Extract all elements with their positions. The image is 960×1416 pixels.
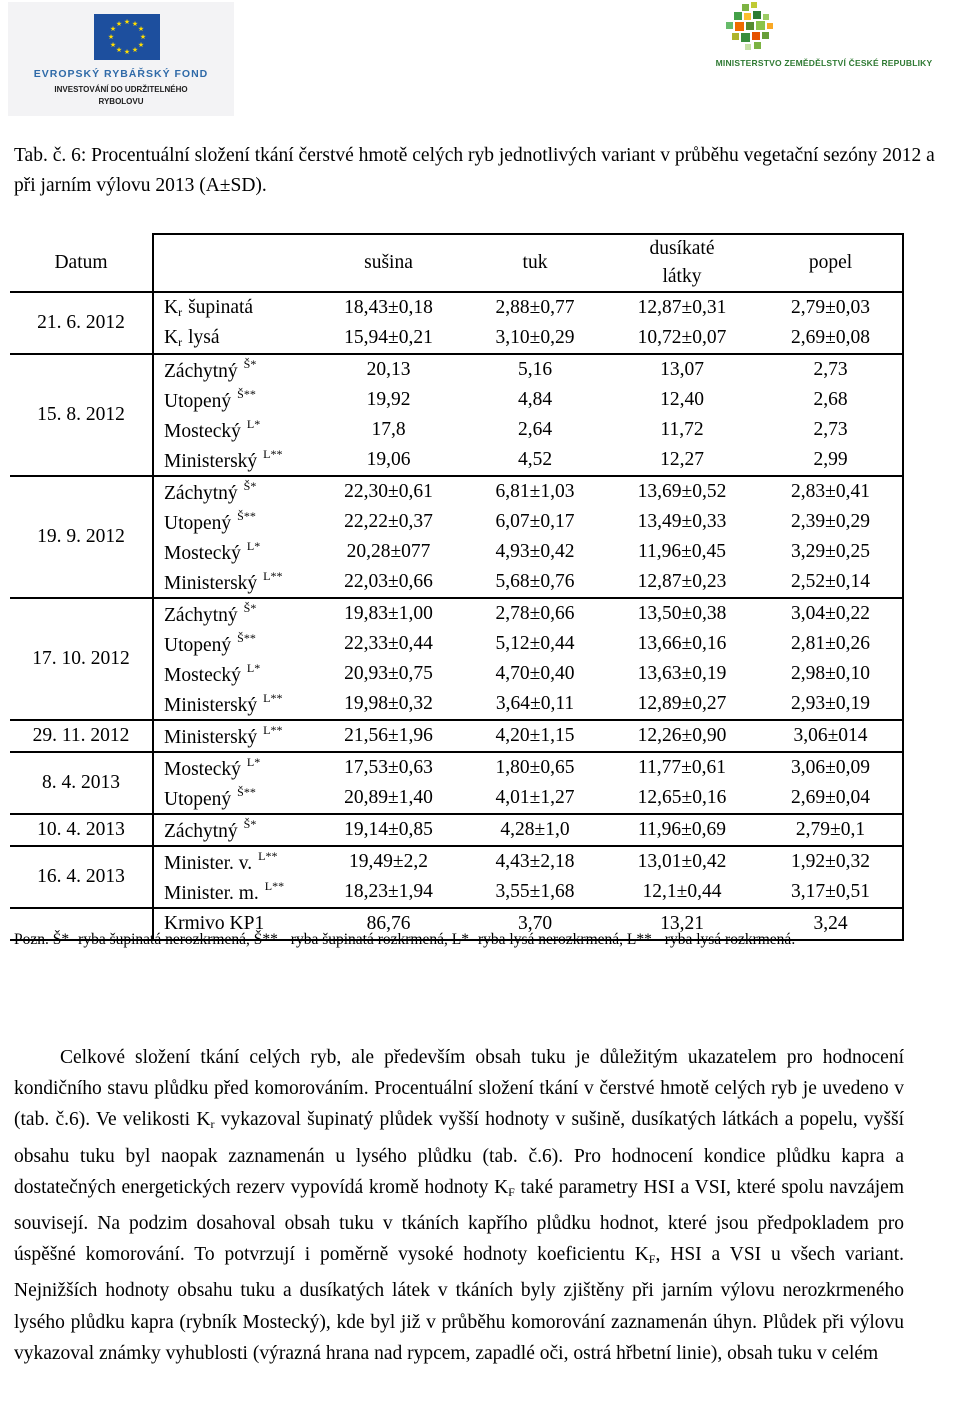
dry-matter-cell: 22,03±0,66 [344, 571, 433, 592]
dry-matter-cell: 18,23±1,94 [344, 881, 433, 902]
fat-cell: 4,52 [517, 449, 553, 470]
dry-matter-cell: 22,30±0,61 [312, 476, 465, 507]
variant-cell: Mostecký $^{L*}$ [153, 415, 312, 445]
eu-logo-subtitle: INVESTOVÁNÍ DO UDRŽITELNÉHO RYBOLOVU [54, 85, 188, 106]
variant-cell: Ministerský $^{L**}$ [153, 567, 312, 598]
nitrogen-cell: 13,07 [605, 354, 759, 385]
nitrogen-cell: 13,50±0,38 [605, 598, 759, 629]
ash-cell: 2,73 [759, 354, 903, 385]
variant-cell: $K_r$ lysá [153, 323, 312, 354]
svg-text:★: ★ [137, 25, 145, 33]
svg-text:★: ★ [139, 33, 147, 41]
ash-cell: 3,29±0,25 [759, 537, 903, 567]
fat-cell: 5,12±0,44 [495, 633, 575, 654]
ash-cell: 3,24 [759, 908, 903, 940]
ash-cell: 2,79±0,03 [759, 292, 903, 323]
fat-cell: 3,55±1,68 [495, 881, 575, 902]
fat-cell: 2,64 [517, 419, 553, 440]
fat-cell: 6,07±0,17 [495, 511, 575, 532]
nitrogen-cell: 11,96±0,69 [605, 814, 759, 846]
variant-cell: Záchytný $^{Š*}$ [153, 476, 312, 507]
eu-logo-title: EVROPSKÝ RYBÁŘSKÝ FOND [33, 68, 209, 80]
dry-matter-cell: 17,53±0,63 [312, 752, 465, 783]
fat-cell: 4,93±0,42 [495, 541, 575, 562]
fat-cell: 5,16 [465, 354, 605, 385]
nitrogen-cell: 13,66±0,16 [637, 633, 727, 654]
svg-text:★: ★ [123, 48, 131, 56]
variant-cell: Krmivo KP1 [153, 908, 312, 940]
ash-cell: 3,04±0,22 [759, 598, 903, 629]
variant-cell: Záchytný $^{Š*}$ [153, 814, 312, 846]
fat-cell: 2,88±0,77 [465, 292, 605, 323]
nitrogen-cell: 13,01±0,42 [605, 846, 759, 877]
svg-text:★: ★ [123, 18, 131, 26]
ash-cell: 2,68 [759, 385, 903, 415]
svg-text:★: ★ [107, 33, 115, 41]
nitrogen-cell: 11,96±0,45 [638, 541, 726, 562]
dry-matter-cell: 18,43±0,18 [312, 292, 465, 323]
fat-cell: 1,80±0,65 [465, 752, 605, 783]
table-row [10, 752, 903, 783]
ash-cell: 3,06±0,09 [759, 752, 903, 783]
dry-matter-cell: 15,94±0,21 [344, 327, 433, 348]
ash-cell: 2,83±0,41 [759, 476, 903, 507]
date-cell: 29. 11. 2012 [10, 720, 153, 752]
header-variant [153, 234, 312, 292]
table-row [10, 598, 903, 629]
fat-cell: 3,10±0,29 [495, 327, 575, 348]
nitrogen-cell: 11,72 [660, 419, 704, 440]
svg-text:★: ★ [131, 46, 139, 54]
date-cell: 15. 8. 2012 [10, 354, 153, 476]
nitrogen-cell: 12,87±0,31 [605, 292, 759, 323]
fat-cell: 5,68±0,76 [495, 571, 575, 592]
variant-cell: Utopený $^{Š**}$ [153, 385, 312, 415]
svg-text:★: ★ [115, 20, 123, 28]
dry-matter-cell: 20,89±1,40 [344, 787, 433, 808]
ash-cell: 2,81±0,26 [759, 629, 903, 659]
dry-matter-cell: 19,14±0,85 [312, 814, 465, 846]
svg-text:★: ★ [109, 41, 117, 49]
date-cell: 19. 9. 2012 [10, 476, 153, 598]
dry-matter-cell: 22,33±0,44 [344, 633, 433, 654]
variant-cell: Záchytný $^{Š*}$ [153, 598, 312, 629]
nitrogen-cell: 12,65±0,16 [637, 787, 727, 808]
dry-matter-cell: 20,28±077 [346, 541, 431, 562]
nitrogen-cell: 13,21 [605, 908, 759, 940]
dry-matter-cell: 17,8 [371, 419, 406, 440]
variant-cell: Ministerský $^{L**}$ [153, 445, 312, 476]
header-date: Datum [54, 251, 108, 273]
fat-cell: 4,84 [517, 389, 553, 410]
date-cell: 10. 4. 2013 [10, 814, 153, 846]
nitrogen-cell: 13,69±0,52 [605, 476, 759, 507]
dry-matter-cell: 20,93±0,75 [344, 663, 433, 684]
nitrogen-cell: 12,27 [660, 449, 704, 470]
composition-table [10, 233, 904, 941]
variant-cell: Minister. m. $^{L**}$ [153, 877, 312, 908]
nitrogen-cell: 11,77±0,61 [605, 752, 759, 783]
variant-cell: Ministerský $^{L**}$ [153, 720, 312, 752]
ash-cell: 2,69±0,08 [759, 323, 903, 354]
dry-matter-cell: 19,92 [366, 389, 411, 410]
variant-cell: Utopený $^{Š**}$ [153, 507, 312, 537]
variant-cell: Utopený $^{Š**}$ [153, 783, 312, 814]
header-dry-matter: sušina [312, 234, 465, 292]
dry-matter-cell: 19,49±2,2 [312, 846, 465, 877]
variant-cell: Ministerský $^{L**}$ [153, 689, 312, 720]
fat-cell: 4,43±2,18 [465, 846, 605, 877]
ministry-name: MINISTERSTVO ZEMĚDĚLSTVÍ ČESKÉ REPUBLIKY [715, 58, 933, 68]
leaf-mosaic-icon [712, 2, 800, 52]
header-nitrogen: dusíkaté látky [605, 234, 759, 292]
dry-matter-cell: 22,22±0,37 [344, 511, 433, 532]
table-row [10, 814, 903, 846]
nitrogen-cell: 12,89±0,27 [637, 693, 727, 714]
fat-cell: 4,01±1,27 [495, 787, 575, 808]
variant-cell: Mostecký $^{L*}$ [153, 752, 312, 783]
table-header-row [10, 234, 903, 292]
nitrogen-cell: 10,72±0,07 [637, 327, 727, 348]
fat-cell: 6,81±1,03 [465, 476, 605, 507]
table-note: Pozn. Š*- ryba šupinatá nerozkrmená, Š** - ryba šupinatá rozkrmená, L*- ryba lysá nerozkrmená, L** - ryba lysá rozkrmená. [14, 931, 796, 948]
dry-matter-cell: 86,76 [312, 908, 465, 940]
header-ash: popel [759, 234, 903, 292]
ash-cell: 3,06±014 [759, 720, 903, 752]
fat-cell: 3,70 [465, 908, 605, 940]
nitrogen-cell: 13,63±0,19 [637, 663, 727, 684]
table-row [10, 354, 903, 385]
nitrogen-cell: 12,40 [660, 389, 704, 410]
ash-cell: 2,69±0,04 [759, 783, 903, 814]
header-fat: tuk [465, 234, 605, 292]
fat-cell: 3,64±0,11 [495, 693, 575, 714]
ash-cell: 2,79±0,1 [759, 814, 903, 846]
dry-matter-cell: 19,98±0,32 [344, 693, 433, 714]
svg-text:★: ★ [137, 41, 145, 49]
variant-cell: Utopený $^{Š**}$ [153, 629, 312, 659]
fat-cell: 4,20±1,15 [465, 720, 605, 752]
date-cell: 16. 4. 2013 [10, 846, 153, 908]
ash-cell: 2,39±0,29 [759, 507, 903, 537]
table-row [10, 846, 903, 877]
date-cell: 8. 4. 2013 [10, 752, 153, 814]
body-paragraph: Celkové složení tkání celých ryb, ale především obsah tuku je důležitým ukazatelem pro hodnocení kondičního stavu plůdku před komorováním. Procentuální složení tkání v čerstvé hmotě celých ryb je uvedeno v (tab. č.6). Ve velikosti $K_r$ vykazoval šupinatý plůdek vyšší hodnoty v sušině, dusíkatých látkách a popelu, vyšší obsahu tuku byl naopak zaznamenán u lysého plůdku (tab. č.6). Pro hodnocení kondice plůdku kapra a dostatečných energetických rezerv vypovídá kromě hodnoty $K_F$ také parametry HSI a VSI, které spolu navzájem souvisejí. Na podzim dosahoval obsah tuku v tkáních kapřího plůdku hodnot, které jsou předpokladem pro úspěšné komorování. To potvrzují i poměrně vysoké hodnoty koeficientu $K_F$, HSI a VSI u všech variant. Nejnižších hodnoty obsahu tuku a dusíkatých látek v tkáních byly zjištěny při jarním výlovu nerozkrmeného lysého plůdku kapra (rybník Mostecký), kde byl již v průběhu komorování zaznamenán úhyn. Plůdek při výlovu vykazoval známky vyhublosti (výrazná hrana nad rypcem, zapadlé oči, ostrá hřbetní linie), obsah tuku v celém [14, 1047, 905, 1364]
nitrogen-cell: 13,49±0,33 [637, 511, 727, 532]
variant-cell: Mostecký $^{L*}$ [153, 537, 312, 567]
date-cell: 17. 10. 2012 [10, 598, 153, 720]
dry-matter-cell: 21,56±1,96 [312, 720, 465, 752]
ministry-logo [690, 2, 958, 70]
dry-matter-cell: 19,83±1,00 [312, 598, 465, 629]
nitrogen-cell: 12,87±0,23 [637, 571, 727, 592]
table-row [10, 720, 903, 752]
dry-matter-cell: 19,06 [366, 449, 411, 470]
variant-cell: Mostecký $^{L*}$ [153, 659, 312, 689]
ash-cell: 2,73 [759, 415, 903, 445]
ash-cell: 3,17±0,51 [759, 877, 903, 908]
svg-text:★: ★ [131, 20, 139, 28]
fat-cell: 4,70±0,40 [495, 663, 575, 684]
nitrogen-cell: 12,26±0,90 [605, 720, 759, 752]
variant-cell: Záchytný $^{Š*}$ [153, 354, 312, 385]
ash-cell: 2,93±0,19 [759, 689, 903, 720]
svg-text:★: ★ [109, 25, 117, 33]
variant-cell: $K_r$ šupinatá [153, 292, 312, 323]
eu-fisheries-fund-logo [8, 2, 234, 116]
table-row [10, 476, 903, 507]
fat-cell: 2,78±0,66 [465, 598, 605, 629]
ash-cell: 2,52±0,14 [759, 567, 903, 598]
variant-cell: Minister. v. $^{L**}$ [153, 846, 312, 877]
ash-cell: 2,98±0,10 [759, 659, 903, 689]
ash-cell: 2,99 [759, 445, 903, 476]
eu-flag-icon [94, 14, 160, 60]
table-caption: Tab. č. 6: Procentuální složení tkání čerstvé hmotě celých ryb jednotlivých variant v průběhu vegetační sezóny 2012 a při jarním výlovu 2013 (A±SD). [14, 145, 935, 196]
ash-cell: 1,92±0,32 [759, 846, 903, 877]
dry-matter-cell: 20,13 [312, 354, 465, 385]
date-cell: 21. 6. 2012 [10, 292, 153, 354]
nitrogen-cell: 12,1±0,44 [642, 881, 722, 902]
table-row [10, 292, 903, 323]
fat-cell: 4,28±1,0 [465, 814, 605, 846]
svg-text:★: ★ [115, 46, 123, 54]
